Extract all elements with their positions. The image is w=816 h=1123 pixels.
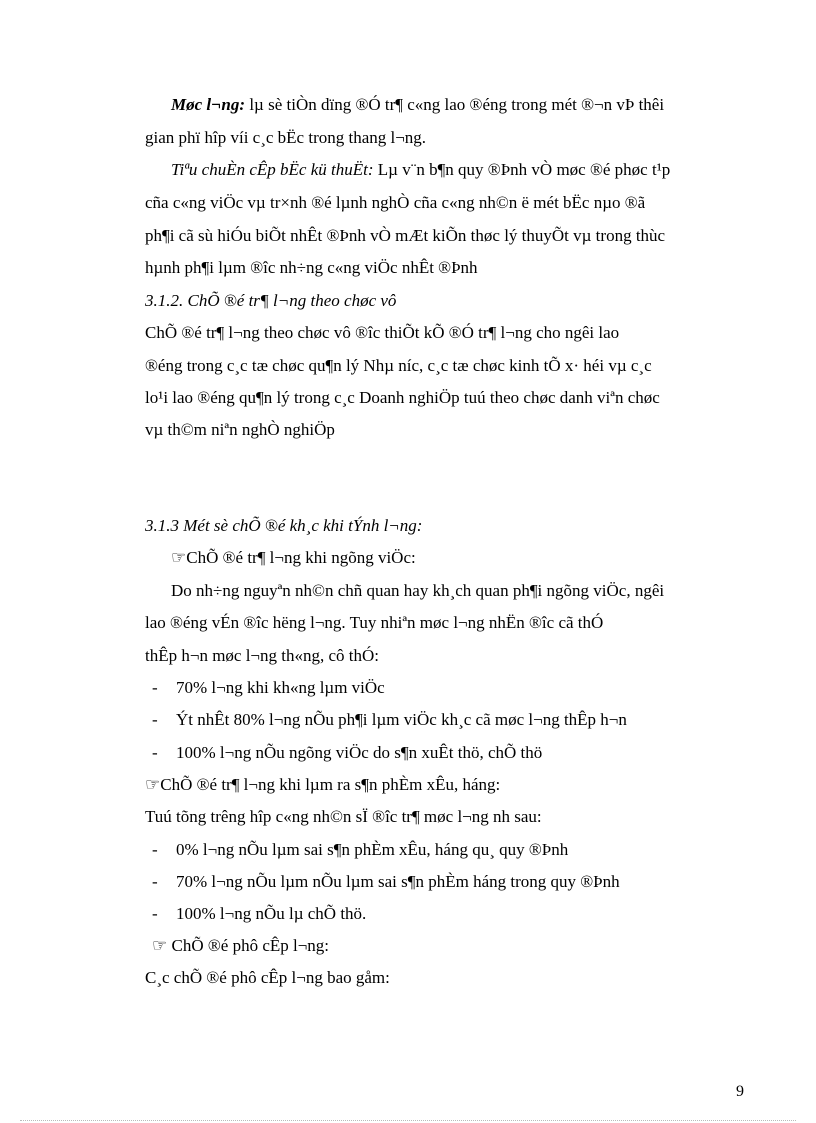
bullet-dash: - xyxy=(152,710,158,729)
para-tieu-chuan-line-4: hµnh ph¶i lµm ®îc nh÷ng c«ng viÖc nhÊt ®Þnh xyxy=(145,258,478,277)
bullet-text: 0% l¬ng nÕu lµm sai s¶n phÈm xÊu, háng qu¸ quy ®Þnh xyxy=(176,840,569,859)
bullet-text: 100% l¬ng nÕu ngõng viÖc do s¶n xuÊt thö, chÕ thö xyxy=(176,743,543,762)
section-312-line-2: ®éng trong c¸c tæ chøc qu¶n lý Nhµ níc, c¸c tæ chøc kinh tÕ x· héi vµ c¸c xyxy=(145,356,652,375)
bullet-text: 70% l¬ng nÕu lµm nÕu lµm sai s¶n phÈm háng trong quy ®Þnh xyxy=(176,872,620,891)
bullet-list-item xyxy=(152,742,543,764)
section-312-line-1: ChÕ ®é tr¶ l¬ng theo chøc vô ®îc thiÕt kÕ ®Ó tr¶ l¬ng cho ngêi lao xyxy=(145,323,620,342)
tieu-chuan-definition: Lµ v¨n b¶n quy ®Þnh vÒ møc ®é phøc t¹p xyxy=(373,160,671,179)
footer-divider xyxy=(20,1120,796,1121)
section-312-heading: 3.1.2. ChÕ ®é tr¶ l¬ng theo chøc vô xyxy=(145,291,397,310)
term-tieu-chuan: Tiªu chuÈn cÊp bËc kü thuËt: xyxy=(171,160,374,179)
para-ngung-viec-line-2: lao ®éng vÉn ®îc hëng l¬ng. Tuy nhiªn møc l¬ng nhËn ®îc cã thÓ xyxy=(145,613,604,632)
bullet-dash: - xyxy=(152,904,158,923)
para-tieu-chuan-line-2: cña c«ng viÖc vµ tr×nh ®é lµnh nghÒ cña c«ng nh©n ë mét bËc nµo ®ã xyxy=(145,193,646,212)
section-312-line-3: lo¹i lao ®éng qu¶n lý trong c¸c Doanh nghiÖp tuú theo chøc danh viªn chøc xyxy=(145,388,660,407)
subheading-phu-cap: ☞ ChÕ ®é phô cÊp l¬ng: xyxy=(152,936,330,955)
subheading-ngung-viec: ☞ChÕ ®é tr¶ l¬ng khi ngõng viÖc: xyxy=(171,548,416,567)
bullet-text: Ýt nhÊt 80% l¬ng nÕu ph¶i lµm viÖc kh¸c cã møc l¬ng thÊp h¬n xyxy=(176,710,627,729)
para-tieu-chuan-line-3: ph¶i cã sù hiÓu biÕt nhÊt ®Þnh vÒ mÆt kiÕn thøc lý thuyÕt vµ trong thùc xyxy=(145,226,666,245)
bullet-list-item xyxy=(152,839,569,861)
muc-luong-definition: lµ sè tiÒn dïng ®Ó tr¶ c«ng lao ®éng trong mét ®¬n vÞ thêi xyxy=(245,95,665,114)
bullet-dash: - xyxy=(152,678,158,697)
term-muc-luong: Møc l¬ng: xyxy=(171,95,246,114)
bullet-dash: - xyxy=(152,872,158,891)
section-312-line-4: vµ th©m niªn nghÒ nghiÖp xyxy=(145,420,335,439)
bullet-list-item xyxy=(152,871,620,893)
para-ngung-viec-line-1: Do nh÷ng nguyªn nh©n chñ quan hay kh¸ch quan ph¶i ngõng viÖc, ngêi xyxy=(171,581,665,600)
bullet-text: 100% l¬ng nÕu lµ chÕ thö. xyxy=(176,904,367,923)
para-tieu-chuan-line-1 xyxy=(171,159,670,181)
bullet-list-item xyxy=(152,677,385,699)
bullet-dash: - xyxy=(152,840,158,859)
bullet-text: 70% l¬ng khi kh«ng lµm viÖc xyxy=(176,678,385,697)
para-muc-luong-line-2: gian phï hîp víi c¸c bËc trong thang l¬ng. xyxy=(145,128,427,147)
section-313-heading: 3.1.3 Mét sè chÕ ®é kh¸c khi tÝnh l¬ng: xyxy=(145,516,423,535)
para-phu-cap: C¸c chÕ ®é phô cÊp l¬ng bao gåm: xyxy=(145,968,390,987)
subheading-san-pham-hong: ☞ChÕ ®é tr¶ l¬ng khi lµm ra s¶n phÈm xÊu, háng: xyxy=(145,775,501,794)
bullet-list-item xyxy=(152,903,367,925)
para-ngung-viec-line-3: thÊp h¬n møc l¬ng th«ng, cô thÓ: xyxy=(145,646,380,665)
para-san-pham-hong: Tuú tõng trêng hîp c«ng nh©n sÏ ®îc tr¶ møc l¬ng nh sau: xyxy=(145,807,542,826)
page-number: 9 xyxy=(736,1083,744,1100)
bullet-list-item xyxy=(152,709,627,731)
bullet-dash: - xyxy=(152,743,158,762)
para-muc-luong-line-1 xyxy=(171,94,664,116)
